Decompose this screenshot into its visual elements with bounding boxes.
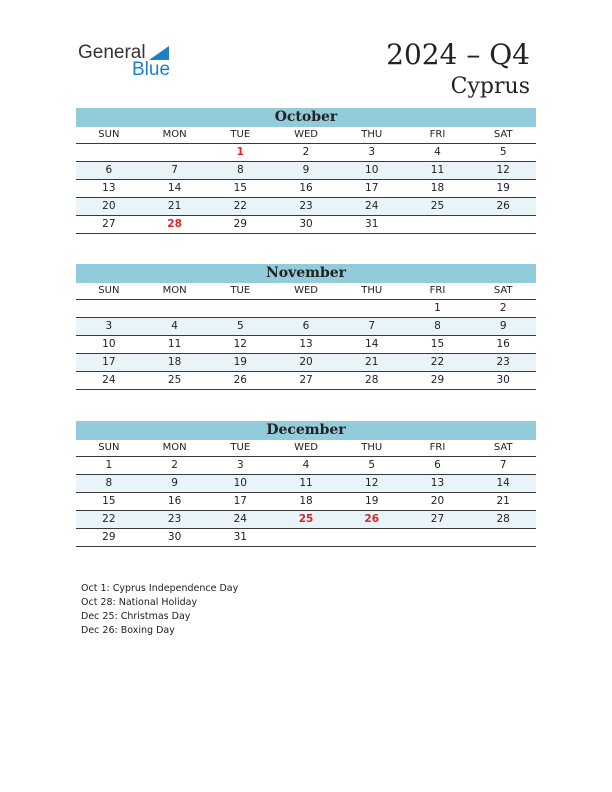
- empty-cell: [470, 216, 536, 233]
- date-cell: 17: [365, 182, 379, 194]
- date-cell: 31: [233, 531, 247, 543]
- date-cell: 19: [233, 356, 247, 368]
- date-cell: 3: [368, 146, 376, 158]
- date-cell: 3: [105, 320, 113, 332]
- weekday-label: MON: [162, 285, 187, 296]
- date-cell: 3: [236, 459, 244, 471]
- weekday-label: FRI: [429, 129, 446, 140]
- date-cell: 15: [430, 338, 445, 350]
- logo-text-general: General: [78, 42, 146, 63]
- holiday-note: Dec 25: Christmas Day: [81, 611, 191, 622]
- date-cell: 21: [496, 495, 510, 507]
- date-cell: 7: [499, 459, 507, 471]
- week-row: [76, 511, 536, 529]
- date-cell: 26: [233, 374, 247, 386]
- week-row: [76, 162, 536, 180]
- week-row: [76, 457, 536, 475]
- date-cell: 5: [499, 146, 507, 158]
- date-cell: 17: [233, 495, 247, 507]
- date-cell: 23: [496, 356, 510, 368]
- date-cell: 5: [236, 320, 244, 332]
- week-row: [76, 144, 536, 162]
- holiday-date-cell: 28: [167, 218, 182, 230]
- empty-cell: [207, 300, 273, 317]
- logo-triangle-icon: [149, 46, 169, 60]
- weekday-label: WED: [294, 129, 318, 140]
- date-cell: 23: [299, 200, 313, 212]
- date-cell: 25: [167, 374, 182, 386]
- date-cell: 1: [105, 459, 113, 471]
- date-cell: 17: [102, 356, 116, 368]
- week-row: [76, 198, 536, 216]
- date-cell: 19: [365, 495, 379, 507]
- date-cell: 10: [233, 477, 247, 489]
- week-row: [76, 336, 536, 354]
- page-title: 2024 – Q4: [386, 38, 530, 71]
- date-cell: 31: [365, 218, 379, 230]
- date-cell: 13: [299, 338, 313, 350]
- holiday-date-cell: 25: [298, 513, 314, 525]
- date-cell: 13: [102, 182, 116, 194]
- date-cell: 18: [299, 495, 313, 507]
- date-cell: 15: [233, 182, 247, 194]
- month-title: November: [76, 264, 536, 283]
- holiday-date-cell: 1: [236, 146, 244, 158]
- date-cell: 29: [430, 374, 445, 386]
- weekday-label: SUN: [98, 129, 120, 140]
- weekday-label: MON: [162, 129, 187, 140]
- week-row: [76, 529, 536, 547]
- date-cell: 22: [102, 513, 116, 525]
- weekday-label: FRI: [429, 285, 446, 296]
- date-cell: 26: [496, 200, 510, 212]
- date-cell: 22: [430, 356, 445, 368]
- date-cell: 10: [102, 338, 116, 350]
- date-cell: 7: [171, 164, 178, 176]
- date-cell: 24: [233, 513, 247, 525]
- date-cell: 11: [167, 338, 182, 350]
- date-cell: 9: [171, 477, 178, 489]
- empty-cell: [76, 300, 142, 317]
- date-cell: 9: [499, 320, 507, 332]
- date-cell: 11: [430, 164, 445, 176]
- date-cell: 29: [233, 218, 247, 230]
- date-cell: 16: [496, 338, 510, 350]
- date-cell: 9: [302, 164, 310, 176]
- holiday-note: Oct 28: National Holiday: [81, 597, 198, 608]
- month-december: [76, 421, 536, 547]
- date-cell: 10: [365, 164, 379, 176]
- date-cell: 8: [236, 164, 244, 176]
- week-row: [76, 300, 536, 318]
- date-cell: 30: [167, 531, 182, 543]
- empty-cell: [142, 144, 208, 161]
- month-title: December: [76, 421, 536, 440]
- date-cell: 14: [167, 182, 182, 194]
- date-cell: 20: [299, 356, 313, 368]
- date-cell: 14: [496, 477, 510, 489]
- date-cell: 6: [105, 164, 113, 176]
- date-cell: 22: [233, 200, 247, 212]
- date-cell: 12: [365, 477, 379, 489]
- date-cell: 20: [430, 495, 445, 507]
- week-row: [76, 180, 536, 198]
- date-cell: 21: [167, 200, 182, 212]
- brand-logo: [78, 42, 178, 82]
- date-cell: 29: [102, 531, 116, 543]
- empty-cell: [470, 529, 536, 546]
- date-cell: 6: [434, 459, 441, 471]
- date-cell: 7: [368, 320, 376, 332]
- date-cell: 4: [302, 459, 310, 471]
- weekday-header-row: [76, 440, 536, 457]
- empty-cell: [339, 529, 405, 546]
- date-cell: 13: [430, 477, 445, 489]
- date-cell: 16: [299, 182, 313, 194]
- weekday-label: SAT: [493, 285, 513, 296]
- date-cell: 19: [496, 182, 510, 194]
- date-cell: 24: [102, 374, 116, 386]
- date-cell: 25: [430, 200, 445, 212]
- date-cell: 18: [167, 356, 182, 368]
- week-row: [76, 216, 536, 234]
- date-cell: 14: [365, 338, 379, 350]
- month-title: October: [76, 108, 536, 127]
- date-cell: 12: [496, 164, 510, 176]
- empty-cell: [273, 529, 339, 546]
- weekday-label: TUE: [230, 442, 251, 453]
- holiday-date-cell: 26: [364, 513, 380, 525]
- date-cell: 24: [365, 200, 379, 212]
- weekday-label: THU: [361, 285, 383, 296]
- holiday-note: Oct 1: Cyprus Independence Day: [81, 583, 239, 594]
- weekday-label: TUE: [230, 285, 251, 296]
- weekday-label: SAT: [493, 129, 513, 140]
- date-cell: 27: [102, 218, 116, 230]
- country-name: Cyprus: [450, 74, 530, 99]
- weekday-label: THU: [361, 129, 383, 140]
- date-cell: 16: [167, 495, 182, 507]
- date-cell: 2: [499, 302, 507, 314]
- month-november: [76, 264, 536, 390]
- logo-text-blue: Blue: [132, 59, 171, 80]
- empty-cell: [405, 216, 471, 233]
- empty-cell: [339, 300, 405, 317]
- weekday-label: TUE: [230, 129, 251, 140]
- week-row: [76, 493, 536, 511]
- date-cell: 5: [368, 459, 376, 471]
- date-cell: 2: [302, 146, 310, 158]
- date-cell: 4: [434, 146, 441, 158]
- weekday-label: SAT: [493, 442, 513, 453]
- date-cell: 27: [299, 374, 313, 386]
- weekday-label: WED: [294, 285, 318, 296]
- holiday-note: Dec 26: Boxing Day: [81, 625, 175, 636]
- date-cell: 12: [233, 338, 247, 350]
- weekday-label: SUN: [98, 285, 120, 296]
- date-cell: 18: [430, 182, 445, 194]
- date-cell: 23: [167, 513, 182, 525]
- weekday-label: SUN: [98, 442, 120, 453]
- date-cell: 8: [434, 320, 441, 332]
- month-october: [76, 108, 536, 234]
- date-cell: 1: [434, 302, 441, 314]
- date-cell: 8: [105, 477, 113, 489]
- weekday-header-row: [76, 127, 536, 144]
- week-row: [76, 475, 536, 493]
- holiday-notes: [81, 582, 238, 638]
- date-cell: 30: [299, 218, 313, 230]
- weekday-label: WED: [294, 442, 318, 453]
- date-cell: 30: [496, 374, 510, 386]
- empty-cell: [273, 300, 339, 317]
- date-cell: 28: [496, 513, 510, 525]
- weekday-label: THU: [361, 442, 383, 453]
- week-row: [76, 318, 536, 336]
- week-row: [76, 372, 536, 390]
- date-cell: 6: [302, 320, 310, 332]
- weekday-label: FRI: [429, 442, 446, 453]
- date-cell: 11: [299, 477, 313, 489]
- weekday-header-row: [76, 283, 536, 300]
- empty-cell: [142, 300, 208, 317]
- date-cell: 2: [171, 459, 178, 471]
- weekday-label: MON: [162, 442, 187, 453]
- week-row: [76, 354, 536, 372]
- date-cell: 20: [102, 200, 116, 212]
- date-cell: 27: [430, 513, 445, 525]
- date-cell: 4: [171, 320, 178, 332]
- date-cell: 15: [102, 495, 116, 507]
- empty-cell: [76, 144, 142, 161]
- date-cell: 28: [365, 374, 379, 386]
- date-cell: 21: [365, 356, 379, 368]
- empty-cell: [405, 529, 471, 546]
